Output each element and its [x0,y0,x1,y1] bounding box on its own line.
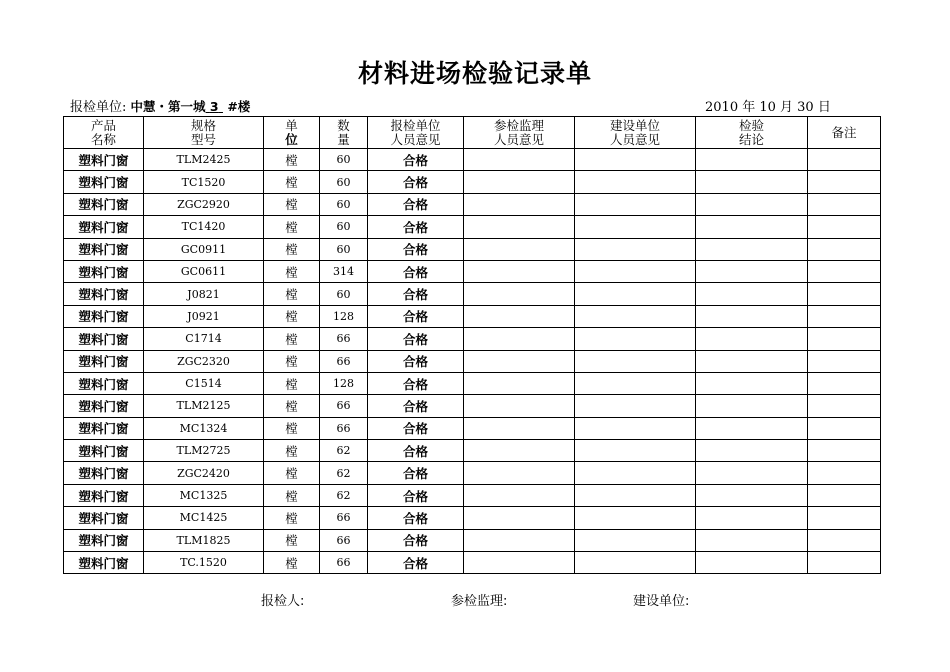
cell-unit: 樘 [264,507,320,529]
table-row [64,216,881,238]
cell-builder-opinion [575,149,696,171]
cell-conclusion [696,484,808,506]
cell-builder-opinion [575,552,696,574]
cell-quantity: 66 [320,417,368,439]
table-row [64,529,881,551]
inspection-date: 2010 年 10 月 30 日 [705,100,831,115]
cell-unit: 樘 [264,350,320,372]
cell-inspection-opinion: 合格 [368,193,464,215]
cell-remarks [808,440,881,462]
cell-product: 塑料门窗 [64,193,144,215]
cell-product: 塑料门窗 [64,283,144,305]
cell-model: TC1420 [144,216,264,238]
cell-model: TC1520 [144,171,264,193]
cell-model: ZGC2420 [144,462,264,484]
cell-supervisor-opinion [464,305,575,327]
cell-builder-opinion [575,305,696,327]
cell-unit: 樘 [264,171,320,193]
cell-quantity: 66 [320,507,368,529]
col-header-builder-opinion: 建设单位 人员意见 [575,117,696,149]
cell-supervisor-opinion [464,350,575,372]
cell-quantity: 66 [320,395,368,417]
cell-remarks [808,395,881,417]
cell-inspection-opinion: 合格 [368,171,464,193]
cell-quantity: 66 [320,529,368,551]
footer-supervisor: 参检监理: [451,594,508,609]
cell-remarks [808,260,881,282]
col-header-inspection-unit-opinion: 报检单位 人员意见 [368,117,464,149]
unit-building: 3 [209,99,219,114]
col-header-remarks: 备注 [808,117,881,149]
cell-quantity: 128 [320,305,368,327]
cell-supervisor-opinion [464,283,575,305]
cell-unit: 樘 [264,216,320,238]
cell-remarks [808,529,881,551]
inspection-unit [70,96,250,115]
cell-remarks [808,507,881,529]
table-row [64,507,881,529]
cell-product: 塑料门窗 [64,552,144,574]
cell-unit: 樘 [264,484,320,506]
cell-supervisor-opinion [464,149,575,171]
cell-conclusion [696,193,808,215]
cell-unit: 樘 [264,305,320,327]
table-row [64,440,881,462]
cell-conclusion [696,395,808,417]
cell-builder-opinion [575,171,696,193]
cell-builder-opinion [575,260,696,282]
cell-inspection-opinion: 合格 [368,484,464,506]
cell-quantity: 314 [320,260,368,282]
cell-product: 塑料门窗 [64,529,144,551]
cell-inspection-opinion: 合格 [368,372,464,394]
cell-supervisor-opinion [464,552,575,574]
cell-unit: 樘 [264,529,320,551]
cell-inspection-opinion: 合格 [368,507,464,529]
cell-conclusion [696,462,808,484]
inspection-unit-label: 报检单位: [70,100,127,115]
cell-unit: 樘 [264,552,320,574]
cell-quantity: 60 [320,193,368,215]
cell-inspection-opinion: 合格 [368,260,464,282]
col-header-product: 产品 名称 [64,117,144,149]
table-row [64,283,881,305]
cell-inspection-opinion: 合格 [368,238,464,260]
cell-remarks [808,283,881,305]
cell-remarks [808,216,881,238]
table-row [64,171,881,193]
cell-unit: 樘 [264,395,320,417]
cell-quantity: 62 [320,440,368,462]
cell-inspection-opinion: 合格 [368,462,464,484]
cell-conclusion [696,417,808,439]
cell-supervisor-opinion [464,529,575,551]
cell-model: C1714 [144,328,264,350]
cell-model: MC1325 [144,484,264,506]
cell-unit: 樘 [264,149,320,171]
cell-remarks [808,484,881,506]
unit-prefix: 中慧・第一城 [130,99,206,114]
cell-quantity: 60 [320,283,368,305]
cell-supervisor-opinion [464,328,575,350]
col-header-model: 规格 型号 [144,117,264,149]
cell-product: 塑料门窗 [64,440,144,462]
table-row [64,149,881,171]
table-body [64,149,881,574]
cell-builder-opinion [575,507,696,529]
cell-quantity: 66 [320,350,368,372]
cell-remarks [808,149,881,171]
cell-remarks [808,462,881,484]
cell-model: MC1425 [144,507,264,529]
cell-inspection-opinion: 合格 [368,440,464,462]
cell-builder-opinion [575,238,696,260]
cell-product: 塑料门窗 [64,328,144,350]
cell-quantity: 60 [320,171,368,193]
table-row [64,462,881,484]
cell-model: ZGC2320 [144,350,264,372]
cell-supervisor-opinion [464,260,575,282]
cell-supervisor-opinion [464,238,575,260]
cell-supervisor-opinion [464,417,575,439]
cell-conclusion [696,260,808,282]
cell-builder-opinion [575,440,696,462]
cell-remarks [808,171,881,193]
cell-conclusion [696,507,808,529]
cell-unit: 樘 [264,238,320,260]
cell-quantity: 66 [320,328,368,350]
cell-builder-opinion [575,417,696,439]
cell-unit: 樘 [264,440,320,462]
cell-unit: 樘 [264,462,320,484]
cell-product: 塑料门窗 [64,171,144,193]
cell-supervisor-opinion [464,440,575,462]
cell-supervisor-opinion [464,372,575,394]
cell-model: GC0911 [144,238,264,260]
cell-quantity: 60 [320,216,368,238]
footer-inspector: 报检人: [261,594,305,609]
cell-inspection-opinion: 合格 [368,305,464,327]
table-row [64,260,881,282]
cell-conclusion [696,305,808,327]
cell-supervisor-opinion [464,462,575,484]
cell-conclusion [696,350,808,372]
cell-model: J0921 [144,305,264,327]
cell-unit: 樘 [264,417,320,439]
cell-quantity: 128 [320,372,368,394]
table-row [64,328,881,350]
unit-suffix: #楼 [227,99,251,114]
document-title: 材料进场检验记录单 [357,59,592,88]
cell-conclusion [696,440,808,462]
cell-supervisor-opinion [464,484,575,506]
cell-product: 塑料门窗 [64,149,144,171]
cell-supervisor-opinion [464,171,575,193]
cell-supervisor-opinion [464,216,575,238]
cell-unit: 樘 [264,328,320,350]
cell-inspection-opinion: 合格 [368,149,464,171]
cell-product: 塑料门窗 [64,372,144,394]
cell-builder-opinion [575,484,696,506]
col-header-supervisor-opinion: 参检监理 人员意见 [464,117,575,149]
cell-unit: 樘 [264,283,320,305]
table-row [64,552,881,574]
cell-conclusion [696,149,808,171]
cell-inspection-opinion: 合格 [368,350,464,372]
cell-quantity: 60 [320,238,368,260]
cell-conclusion [696,328,808,350]
cell-product: 塑料门窗 [64,238,144,260]
cell-unit: 樘 [264,372,320,394]
cell-model: GC0611 [144,260,264,282]
cell-conclusion [696,171,808,193]
table-row [64,484,881,506]
cell-remarks [808,328,881,350]
cell-builder-opinion [575,529,696,551]
col-header-quantity: 数 量 [320,117,368,149]
cell-remarks [808,238,881,260]
cell-inspection-opinion: 合格 [368,552,464,574]
cell-remarks [808,552,881,574]
cell-model: C1514 [144,372,264,394]
cell-supervisor-opinion [464,193,575,215]
cell-product: 塑料门窗 [64,484,144,506]
inspection-unit-value [131,99,251,114]
cell-conclusion [696,283,808,305]
cell-conclusion [696,552,808,574]
cell-quantity: 62 [320,462,368,484]
cell-remarks [808,417,881,439]
cell-builder-opinion [575,283,696,305]
cell-unit: 樘 [264,260,320,282]
cell-inspection-opinion: 合格 [368,529,464,551]
cell-conclusion [696,529,808,551]
cell-remarks [808,372,881,394]
table-row [64,193,881,215]
cell-inspection-opinion: 合格 [368,328,464,350]
cell-builder-opinion [575,395,696,417]
cell-model: TC.1520 [144,552,264,574]
cell-quantity: 66 [320,552,368,574]
cell-product: 塑料门窗 [64,350,144,372]
cell-conclusion [696,216,808,238]
cell-builder-opinion [575,372,696,394]
cell-remarks [808,350,881,372]
cell-product: 塑料门窗 [64,395,144,417]
cell-model: TLM2425 [144,149,264,171]
col-header-unit: 单 位 [264,117,320,149]
cell-builder-opinion [575,350,696,372]
table-row [64,350,881,372]
cell-inspection-opinion: 合格 [368,216,464,238]
cell-model: MC1324 [144,417,264,439]
cell-product: 塑料门窗 [64,216,144,238]
cell-conclusion [696,238,808,260]
cell-conclusion [696,372,808,394]
cell-remarks [808,193,881,215]
col-header-conclusion: 检验 结论 [696,117,808,149]
table-row [64,238,881,260]
cell-model: TLM2125 [144,395,264,417]
table-row [64,372,881,394]
cell-model: ZGC2920 [144,193,264,215]
cell-product: 塑料门窗 [64,260,144,282]
cell-builder-opinion [575,328,696,350]
cell-inspection-opinion: 合格 [368,395,464,417]
cell-quantity: 60 [320,149,368,171]
cell-inspection-opinion: 合格 [368,283,464,305]
table-row [64,305,881,327]
cell-builder-opinion [575,193,696,215]
cell-model: TLM1825 [144,529,264,551]
inspection-table [63,116,881,574]
cell-builder-opinion [575,216,696,238]
cell-builder-opinion [575,462,696,484]
cell-product: 塑料门窗 [64,305,144,327]
cell-unit: 樘 [264,193,320,215]
cell-inspection-opinion: 合格 [368,417,464,439]
cell-model: J0821 [144,283,264,305]
cell-product: 塑料门窗 [64,417,144,439]
cell-quantity: 62 [320,484,368,506]
cell-remarks [808,305,881,327]
footer-builder: 建设单位: [633,594,690,609]
table-row [64,395,881,417]
cell-product: 塑料门窗 [64,507,144,529]
cell-supervisor-opinion [464,507,575,529]
table-row [64,417,881,439]
cell-supervisor-opinion [464,395,575,417]
table-header-row [64,117,881,149]
cell-product: 塑料门窗 [64,462,144,484]
cell-model: TLM2725 [144,440,264,462]
